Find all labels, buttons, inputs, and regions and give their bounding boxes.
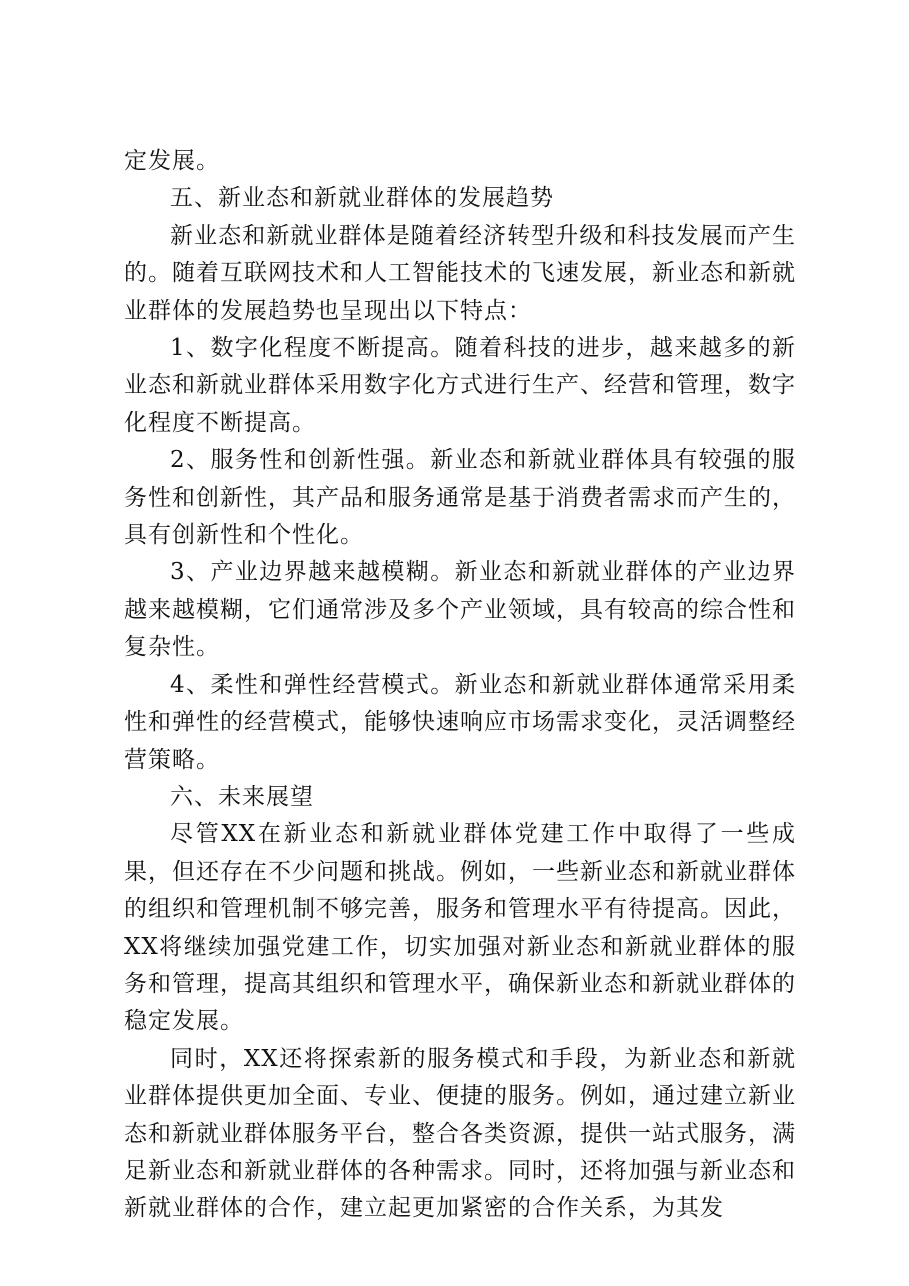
paragraph-continuation: 定发展。 (124, 148, 220, 174)
list-item-4: 4、柔性和弹性经营模式。新业态和新就业群体通常采用柔性和弹性的经营模式，能够快速响应市场需求变化，灵活调整经营策略。 (124, 671, 796, 773)
paragraph-outlook-2: 同时，XX还将探索新的服务模式和手段，为新业态和新就业群体提供更加全面、专业、便捷的服务。例如，通过建立新业态和新就业群体服务平台，整合各类资源，提供一站式服务，满足新业态和新就业群体的各种需求。同时，还将加强与新业态和新就业群体的合作，建立起更加紧密的合作关系，为其发 (124, 1045, 796, 1222)
document-body (124, 143, 796, 1228)
section-heading-5: 五、新业态和新就业群体的发展趋势 (170, 185, 554, 212)
list-item-1: 1、数字化程度不断提高。随着科技的进步，越来越多的新业态和新就业群体采用数字化方式进行生产、经营和管理，数字化程度不断提高。 (124, 335, 796, 436)
list-item-3: 3、产业边界越来越模糊。新业态和新就业群体的产业边界越来越模糊，它们通常涉及多个产业领域，具有较高的综合性和复杂性。 (124, 559, 796, 661)
paragraph-intro: 新业态和新就业群体是随着经济转型升级和科技发展而产生的。随着互联网技术和人工智能技术的飞速发展，新业态和新就业群体的发展趋势也呈现出以下特点： (124, 222, 796, 324)
paragraph-outlook-1: 尽管XX在新业态和新就业群体党建工作中取得了一些成果，但还存在不少问题和挑战。例如，一些新业态和新就业群体的组织和管理机制不够完善，服务和管理水平有待提高。因此，XX将继续加强党建工作，切实加强对新业态和新就业群体的服务和管理，提高其组织和管理水平，确保新业态和新就业群体的稳定发展。 (124, 821, 796, 1035)
list-item-2: 2、服务性和创新性强。新业态和新就业群体具有较强的服务性和创新性，其产品和服务通常是基于消费者需求而产生的，具有创新性和个性化。 (124, 447, 796, 549)
section-heading-6: 六、未来展望 (170, 783, 314, 810)
